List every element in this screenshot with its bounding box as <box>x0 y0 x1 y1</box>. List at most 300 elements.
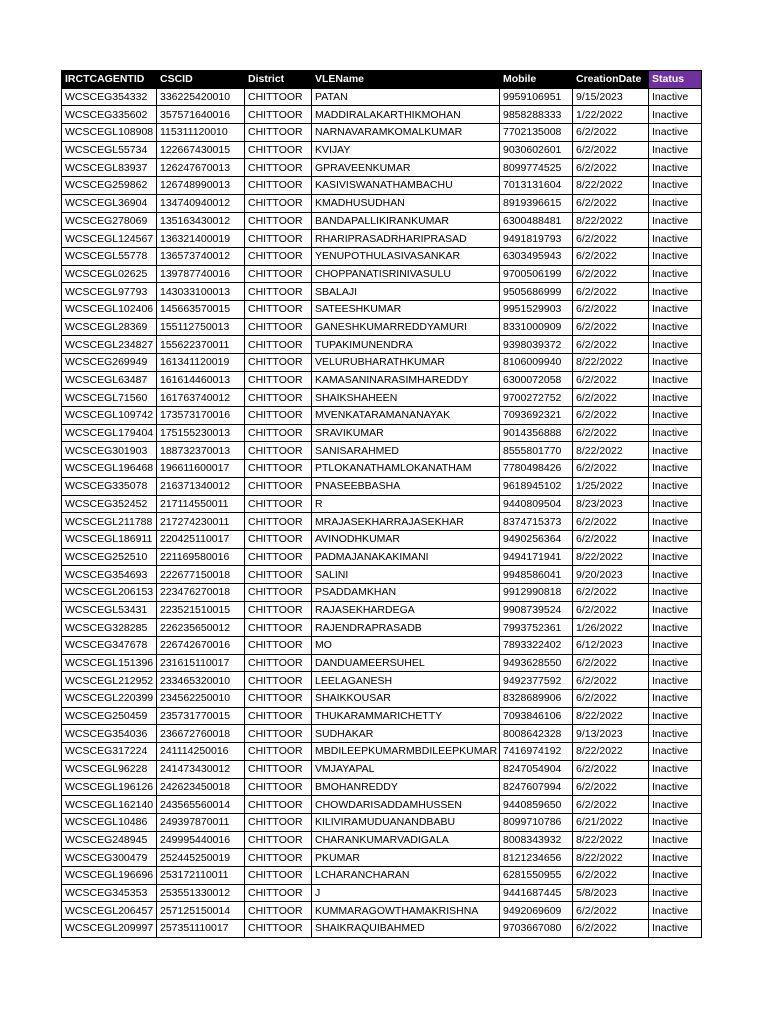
cell-irctcagentid[interactable]: WCSCEGL196126 <box>62 778 157 796</box>
cell-creationdate[interactable]: 1/25/2022 <box>573 477 649 495</box>
cell-vlename[interactable]: MVENKATARAMANANAYAK <box>312 407 500 425</box>
cell-vlename[interactable]: SRAVIKUMAR <box>312 424 500 442</box>
cell-vlename[interactable]: SHAIKSHAHEEN <box>312 389 500 407</box>
cell-creationdate[interactable]: 1/22/2022 <box>573 106 649 124</box>
cell-cscid[interactable]: 220425110017 <box>157 530 245 548</box>
cell-creationdate[interactable]: 6/2/2022 <box>573 424 649 442</box>
cell-status[interactable]: Inactive <box>649 141 702 159</box>
cell-district[interactable]: CHITTOOR <box>245 654 312 672</box>
cell-mobile[interactable]: 9493628550 <box>500 654 573 672</box>
cell-vlename[interactable]: AVINODHKUMAR <box>312 530 500 548</box>
cell-district[interactable]: CHITTOOR <box>245 831 312 849</box>
cell-status[interactable]: Inactive <box>649 247 702 265</box>
cell-status[interactable]: Inactive <box>649 601 702 619</box>
cell-vlename[interactable]: LEELAGANESH <box>312 672 500 690</box>
cell-cscid[interactable]: 241114250016 <box>157 743 245 761</box>
cell-status[interactable]: Inactive <box>649 389 702 407</box>
cell-status[interactable]: Inactive <box>649 124 702 142</box>
cell-mobile[interactable]: 9700506199 <box>500 265 573 283</box>
cell-mobile[interactable]: 7893322402 <box>500 637 573 655</box>
cell-district[interactable]: CHITTOOR <box>245 495 312 513</box>
cell-cscid[interactable]: 155112750013 <box>157 318 245 336</box>
cell-irctcagentid[interactable]: WCSCEG354693 <box>62 566 157 584</box>
cell-district[interactable]: CHITTOOR <box>245 389 312 407</box>
cell-mobile[interactable]: 9490256364 <box>500 530 573 548</box>
cell-vlename[interactable]: GANESHKUMARREDDYAMURI <box>312 318 500 336</box>
cell-irctcagentid[interactable]: WCSCEG352452 <box>62 495 157 513</box>
cell-vlename[interactable]: YENUPOTHULASIVASANKAR <box>312 247 500 265</box>
cell-status[interactable]: Inactive <box>649 707 702 725</box>
cell-creationdate[interactable]: 6/2/2022 <box>573 283 649 301</box>
cell-district[interactable]: CHITTOOR <box>245 849 312 867</box>
cell-cscid[interactable]: 136573740012 <box>157 247 245 265</box>
cell-irctcagentid[interactable]: WCSCEG328285 <box>62 619 157 637</box>
cell-mobile[interactable]: 9858288333 <box>500 106 573 124</box>
cell-mobile[interactable]: 7993752361 <box>500 619 573 637</box>
cell-mobile[interactable]: 9491819793 <box>500 230 573 248</box>
cell-mobile[interactable]: 9440809504 <box>500 495 573 513</box>
cell-creationdate[interactable]: 6/2/2022 <box>573 300 649 318</box>
cell-cscid[interactable]: 136321400019 <box>157 230 245 248</box>
cell-irctcagentid[interactable]: WCSCEGL28369 <box>62 318 157 336</box>
cell-mobile[interactable]: 8919396615 <box>500 194 573 212</box>
cell-irctcagentid[interactable]: WCSCEG354332 <box>62 88 157 106</box>
cell-status[interactable]: Inactive <box>649 194 702 212</box>
cell-status[interactable]: Inactive <box>649 672 702 690</box>
cell-district[interactable]: CHITTOOR <box>245 548 312 566</box>
header-status[interactable]: Status <box>649 71 702 89</box>
cell-creationdate[interactable]: 6/2/2022 <box>573 920 649 938</box>
cell-creationdate[interactable]: 8/22/2022 <box>573 548 649 566</box>
cell-status[interactable]: Inactive <box>649 637 702 655</box>
cell-status[interactable]: Inactive <box>649 690 702 708</box>
cell-creationdate[interactable]: 6/2/2022 <box>573 902 649 920</box>
cell-mobile[interactable]: 8008343932 <box>500 831 573 849</box>
cell-mobile[interactable]: 7702135008 <box>500 124 573 142</box>
cell-irctcagentid[interactable]: WCSCEGL55734 <box>62 141 157 159</box>
cell-cscid[interactable]: 336225420010 <box>157 88 245 106</box>
cell-district[interactable]: CHITTOOR <box>245 177 312 195</box>
cell-district[interactable]: CHITTOOR <box>245 318 312 336</box>
cell-cscid[interactable]: 234562250010 <box>157 690 245 708</box>
cell-vlename[interactable]: SBALAJI <box>312 283 500 301</box>
cell-district[interactable]: CHITTOOR <box>245 336 312 354</box>
cell-irctcagentid[interactable]: WCSCEGL209997 <box>62 920 157 938</box>
cell-creationdate[interactable]: 6/12/2023 <box>573 637 649 655</box>
cell-cscid[interactable]: 115311120010 <box>157 124 245 142</box>
cell-cscid[interactable]: 143033100013 <box>157 283 245 301</box>
cell-status[interactable]: Inactive <box>649 407 702 425</box>
cell-vlename[interactable]: PNASEEBBASHA <box>312 477 500 495</box>
cell-irctcagentid[interactable]: WCSCEGL55778 <box>62 247 157 265</box>
cell-mobile[interactable]: 9440859650 <box>500 796 573 814</box>
cell-vlename[interactable]: KVIJAY <box>312 141 500 159</box>
cell-mobile[interactable]: 8331000909 <box>500 318 573 336</box>
cell-irctcagentid[interactable]: WCSCEGL186911 <box>62 530 157 548</box>
cell-creationdate[interactable]: 6/2/2022 <box>573 796 649 814</box>
cell-cscid[interactable]: 236672760018 <box>157 725 245 743</box>
cell-irctcagentid[interactable]: WCSCEGL151396 <box>62 654 157 672</box>
cell-mobile[interactable]: 7416974192 <box>500 743 573 761</box>
cell-creationdate[interactable]: 6/2/2022 <box>573 247 649 265</box>
cell-cscid[interactable]: 161614460013 <box>157 371 245 389</box>
cell-vlename[interactable]: SUDHAKAR <box>312 725 500 743</box>
cell-status[interactable]: Inactive <box>649 336 702 354</box>
cell-cscid[interactable]: 235731770015 <box>157 707 245 725</box>
cell-mobile[interactable]: 9014356888 <box>500 424 573 442</box>
cell-district[interactable]: CHITTOOR <box>245 601 312 619</box>
cell-cscid[interactable]: 253172110011 <box>157 866 245 884</box>
cell-vlename[interactable]: PSADDAMKHAN <box>312 583 500 601</box>
cell-mobile[interactable]: 8555801770 <box>500 442 573 460</box>
cell-cscid[interactable]: 122667430015 <box>157 141 245 159</box>
cell-vlename[interactable]: R <box>312 495 500 513</box>
cell-creationdate[interactable]: 6/2/2022 <box>573 601 649 619</box>
cell-creationdate[interactable]: 6/2/2022 <box>573 460 649 478</box>
cell-cscid[interactable]: 175155230013 <box>157 424 245 442</box>
cell-district[interactable]: CHITTOOR <box>245 619 312 637</box>
cell-irctcagentid[interactable]: WCSCEG347678 <box>62 637 157 655</box>
cell-status[interactable]: Inactive <box>649 354 702 372</box>
cell-cscid[interactable]: 252445250019 <box>157 849 245 867</box>
cell-vlename[interactable]: RHARIPRASADRHARIPRASAD <box>312 230 500 248</box>
cell-mobile[interactable]: 6281550955 <box>500 866 573 884</box>
cell-cscid[interactable]: 216371340012 <box>157 477 245 495</box>
cell-irctcagentid[interactable]: WCSCEGL196468 <box>62 460 157 478</box>
cell-cscid[interactable]: 242623450018 <box>157 778 245 796</box>
cell-irctcagentid[interactable]: WCSCEG252510 <box>62 548 157 566</box>
cell-vlename[interactable]: PKUMAR <box>312 849 500 867</box>
cell-status[interactable]: Inactive <box>649 884 702 902</box>
cell-cscid[interactable]: 253551330012 <box>157 884 245 902</box>
cell-creationdate[interactable]: 8/22/2022 <box>573 831 649 849</box>
cell-district[interactable]: CHITTOOR <box>245 354 312 372</box>
cell-mobile[interactable]: 9492069609 <box>500 902 573 920</box>
cell-mobile[interactable]: 9951529903 <box>500 300 573 318</box>
cell-district[interactable]: CHITTOOR <box>245 141 312 159</box>
cell-irctcagentid[interactable]: WCSCEGL63487 <box>62 371 157 389</box>
cell-irctcagentid[interactable]: WCSCEGL211788 <box>62 513 157 531</box>
cell-irctcagentid[interactable]: WCSCEG301903 <box>62 442 157 460</box>
cell-status[interactable]: Inactive <box>649 212 702 230</box>
cell-district[interactable]: CHITTOOR <box>245 371 312 389</box>
cell-status[interactable]: Inactive <box>649 283 702 301</box>
cell-mobile[interactable]: 8121234656 <box>500 849 573 867</box>
cell-status[interactable]: Inactive <box>649 654 702 672</box>
cell-cscid[interactable]: 161341120019 <box>157 354 245 372</box>
cell-vlename[interactable]: KUMMARAGOWTHAMAKRISHNA <box>312 902 500 920</box>
cell-status[interactable]: Inactive <box>649 495 702 513</box>
cell-status[interactable]: Inactive <box>649 477 702 495</box>
cell-vlename[interactable]: SHAIKKOUSAR <box>312 690 500 708</box>
cell-irctcagentid[interactable]: WCSCEG278069 <box>62 212 157 230</box>
cell-vlename[interactable]: CHOWDARISADDAMHUSSEN <box>312 796 500 814</box>
cell-status[interactable]: Inactive <box>649 566 702 584</box>
cell-creationdate[interactable]: 6/2/2022 <box>573 141 649 159</box>
cell-creationdate[interactable]: 1/26/2022 <box>573 619 649 637</box>
cell-cscid[interactable]: 145663570015 <box>157 300 245 318</box>
cell-status[interactable]: Inactive <box>649 513 702 531</box>
cell-mobile[interactable]: 9494171941 <box>500 548 573 566</box>
cell-cscid[interactable]: 222677150018 <box>157 566 245 584</box>
cell-creationdate[interactable]: 6/2/2022 <box>573 672 649 690</box>
cell-irctcagentid[interactable]: WCSCEG354036 <box>62 725 157 743</box>
cell-vlename[interactable]: SHAIKRAQUIBAHMED <box>312 920 500 938</box>
cell-mobile[interactable]: 9912990818 <box>500 583 573 601</box>
cell-status[interactable]: Inactive <box>649 866 702 884</box>
cell-district[interactable]: CHITTOOR <box>245 583 312 601</box>
cell-vlename[interactable]: KAMASANINARASIMHAREDDY <box>312 371 500 389</box>
header-vlename[interactable]: VLEName <box>312 71 500 89</box>
cell-vlename[interactable]: LCHARANCHARAN <box>312 866 500 884</box>
cell-irctcagentid[interactable]: WCSCEG248945 <box>62 831 157 849</box>
cell-district[interactable]: CHITTOOR <box>245 212 312 230</box>
cell-district[interactable]: CHITTOOR <box>245 778 312 796</box>
cell-mobile[interactable]: 8106009940 <box>500 354 573 372</box>
cell-irctcagentid[interactable]: WCSCEGL196696 <box>62 866 157 884</box>
cell-district[interactable]: CHITTOOR <box>245 442 312 460</box>
cell-district[interactable]: CHITTOOR <box>245 566 312 584</box>
cell-cscid[interactable]: 357571640016 <box>157 106 245 124</box>
header-creationdate[interactable]: CreationDate <box>573 71 649 89</box>
cell-mobile[interactable]: 6300488481 <box>500 212 573 230</box>
cell-status[interactable]: Inactive <box>649 813 702 831</box>
cell-irctcagentid[interactable]: WCSCEGL83937 <box>62 159 157 177</box>
cell-cscid[interactable]: 126748990013 <box>157 177 245 195</box>
cell-cscid[interactable]: 257125150014 <box>157 902 245 920</box>
cell-district[interactable]: CHITTOOR <box>245 460 312 478</box>
cell-irctcagentid[interactable]: WCSCEGL97793 <box>62 283 157 301</box>
cell-vlename[interactable]: MRAJASEKHARRAJASEKHAR <box>312 513 500 531</box>
cell-vlename[interactable]: PADMAJANAKAKIMANI <box>312 548 500 566</box>
cell-district[interactable]: CHITTOOR <box>245 796 312 814</box>
header-irctcagentid[interactable]: IRCTCAGENTID <box>62 71 157 89</box>
cell-cscid[interactable]: 223476270018 <box>157 583 245 601</box>
cell-mobile[interactable]: 7013131604 <box>500 177 573 195</box>
cell-irctcagentid[interactable]: WCSCEGL212952 <box>62 672 157 690</box>
cell-vlename[interactable]: CHARANKUMARVADIGALA <box>312 831 500 849</box>
cell-irctcagentid[interactable]: WCSCEG345353 <box>62 884 157 902</box>
cell-cscid[interactable]: 217114550011 <box>157 495 245 513</box>
cell-mobile[interactable]: 8374715373 <box>500 513 573 531</box>
cell-creationdate[interactable]: 9/20/2023 <box>573 566 649 584</box>
header-mobile[interactable]: Mobile <box>500 71 573 89</box>
cell-irctcagentid[interactable]: WCSCEG259862 <box>62 177 157 195</box>
cell-creationdate[interactable]: 8/23/2023 <box>573 495 649 513</box>
cell-creationdate[interactable]: 6/2/2022 <box>573 760 649 778</box>
cell-status[interactable]: Inactive <box>649 106 702 124</box>
cell-irctcagentid[interactable]: WCSCEGL234827 <box>62 336 157 354</box>
cell-district[interactable]: CHITTOOR <box>245 530 312 548</box>
cell-district[interactable]: CHITTOOR <box>245 194 312 212</box>
cell-mobile[interactable]: 9948586041 <box>500 566 573 584</box>
cell-cscid[interactable]: 257351110017 <box>157 920 245 938</box>
cell-district[interactable]: CHITTOOR <box>245 813 312 831</box>
cell-mobile[interactable]: 9492377592 <box>500 672 573 690</box>
cell-irctcagentid[interactable]: WCSCEG269949 <box>62 354 157 372</box>
cell-cscid[interactable]: 249397870011 <box>157 813 245 831</box>
cell-mobile[interactable]: 9030602601 <box>500 141 573 159</box>
cell-mobile[interactable]: 6300072058 <box>500 371 573 389</box>
cell-irctcagentid[interactable]: WCSCEGL162140 <box>62 796 157 814</box>
header-cscid[interactable]: CSCID <box>157 71 245 89</box>
cell-mobile[interactable]: 9700272752 <box>500 389 573 407</box>
cell-creationdate[interactable]: 6/2/2022 <box>573 389 649 407</box>
cell-status[interactable]: Inactive <box>649 159 702 177</box>
cell-district[interactable]: CHITTOOR <box>245 902 312 920</box>
cell-vlename[interactable]: SANISARAHMED <box>312 442 500 460</box>
cell-cscid[interactable]: 233465320010 <box>157 672 245 690</box>
cell-status[interactable]: Inactive <box>649 778 702 796</box>
cell-district[interactable]: CHITTOOR <box>245 637 312 655</box>
cell-cscid[interactable]: 241473430012 <box>157 760 245 778</box>
cell-district[interactable]: CHITTOOR <box>245 88 312 106</box>
cell-cscid[interactable]: 196611600017 <box>157 460 245 478</box>
cell-vlename[interactable]: J <box>312 884 500 902</box>
cell-creationdate[interactable]: 6/2/2022 <box>573 265 649 283</box>
cell-mobile[interactable]: 7780498426 <box>500 460 573 478</box>
cell-cscid[interactable]: 161763740012 <box>157 389 245 407</box>
cell-irctcagentid[interactable]: WCSCEGL206153 <box>62 583 157 601</box>
cell-cscid[interactable]: 226742670016 <box>157 637 245 655</box>
cell-vlename[interactable]: PTLOKANATHAMLOKANATHAM <box>312 460 500 478</box>
cell-mobile[interactable]: 9703667080 <box>500 920 573 938</box>
cell-creationdate[interactable]: 8/22/2022 <box>573 707 649 725</box>
cell-status[interactable]: Inactive <box>649 530 702 548</box>
cell-irctcagentid[interactable]: WCSCEGL71560 <box>62 389 157 407</box>
cell-irctcagentid[interactable]: WCSCEGL108908 <box>62 124 157 142</box>
cell-creationdate[interactable]: 6/2/2022 <box>573 318 649 336</box>
cell-cscid[interactable]: 217274230011 <box>157 513 245 531</box>
cell-creationdate[interactable]: 6/21/2022 <box>573 813 649 831</box>
cell-mobile[interactable]: 8008642328 <box>500 725 573 743</box>
cell-vlename[interactable]: SALINI <box>312 566 500 584</box>
cell-creationdate[interactable]: 6/2/2022 <box>573 159 649 177</box>
cell-mobile[interactable]: 9441687445 <box>500 884 573 902</box>
cell-creationdate[interactable]: 6/2/2022 <box>573 407 649 425</box>
cell-district[interactable]: CHITTOOR <box>245 124 312 142</box>
cell-status[interactable]: Inactive <box>649 88 702 106</box>
cell-mobile[interactable]: 9398039372 <box>500 336 573 354</box>
cell-status[interactable]: Inactive <box>649 796 702 814</box>
cell-vlename[interactable]: RAJASEKHARDEGA <box>312 601 500 619</box>
cell-irctcagentid[interactable]: WCSCEGL53431 <box>62 601 157 619</box>
cell-irctcagentid[interactable]: WCSCEGL206457 <box>62 902 157 920</box>
cell-district[interactable]: CHITTOOR <box>245 725 312 743</box>
cell-vlename[interactable]: SATEESHKUMAR <box>312 300 500 318</box>
cell-status[interactable]: Inactive <box>649 902 702 920</box>
cell-cscid[interactable]: 155622370011 <box>157 336 245 354</box>
cell-creationdate[interactable]: 6/2/2022 <box>573 336 649 354</box>
cell-creationdate[interactable]: 9/15/2023 <box>573 88 649 106</box>
cell-district[interactable]: CHITTOOR <box>245 159 312 177</box>
cell-mobile[interactable]: 6303495943 <box>500 247 573 265</box>
cell-vlename[interactable]: KILIVIRAMUDUANANDBABU <box>312 813 500 831</box>
cell-creationdate[interactable]: 6/2/2022 <box>573 654 649 672</box>
cell-status[interactable]: Inactive <box>649 177 702 195</box>
cell-vlename[interactable]: KMADHUSUDHAN <box>312 194 500 212</box>
cell-creationdate[interactable]: 6/2/2022 <box>573 513 649 531</box>
cell-cscid[interactable]: 188732370013 <box>157 442 245 460</box>
cell-mobile[interactable]: 9505686999 <box>500 283 573 301</box>
cell-vlename[interactable]: CHOPPANATISRINIVASULU <box>312 265 500 283</box>
cell-status[interactable]: Inactive <box>649 442 702 460</box>
cell-creationdate[interactable]: 8/22/2022 <box>573 743 649 761</box>
cell-district[interactable]: CHITTOOR <box>245 884 312 902</box>
cell-status[interactable]: Inactive <box>649 583 702 601</box>
cell-district[interactable]: CHITTOOR <box>245 230 312 248</box>
cell-vlename[interactable]: NARNAVARAMKOMALKUMAR <box>312 124 500 142</box>
cell-district[interactable]: CHITTOOR <box>245 513 312 531</box>
cell-creationdate[interactable]: 6/2/2022 <box>573 690 649 708</box>
cell-vlename[interactable]: BANDAPALLIKIRANKUMAR <box>312 212 500 230</box>
cell-vlename[interactable]: GPRAVEENKUMAR <box>312 159 500 177</box>
cell-status[interactable]: Inactive <box>649 371 702 389</box>
cell-mobile[interactable]: 9959106951 <box>500 88 573 106</box>
cell-status[interactable]: Inactive <box>649 318 702 336</box>
cell-irctcagentid[interactable]: WCSCEGL102406 <box>62 300 157 318</box>
cell-irctcagentid[interactable]: WCSCEG300479 <box>62 849 157 867</box>
cell-irctcagentid[interactable]: WCSCEGL36904 <box>62 194 157 212</box>
cell-district[interactable]: CHITTOOR <box>245 866 312 884</box>
cell-cscid[interactable]: 135163430012 <box>157 212 245 230</box>
cell-vlename[interactable]: RAJENDRAPRASADB <box>312 619 500 637</box>
cell-cscid[interactable]: 223521510015 <box>157 601 245 619</box>
cell-mobile[interactable]: 7093846106 <box>500 707 573 725</box>
cell-creationdate[interactable]: 8/22/2022 <box>573 177 649 195</box>
cell-vlename[interactable]: KASIVISWANATHAMBACHU <box>312 177 500 195</box>
cell-cscid[interactable]: 221169580016 <box>157 548 245 566</box>
cell-district[interactable]: CHITTOOR <box>245 300 312 318</box>
cell-creationdate[interactable]: 8/22/2022 <box>573 442 649 460</box>
cell-vlename[interactable]: PATAN <box>312 88 500 106</box>
cell-cscid[interactable]: 134740940012 <box>157 194 245 212</box>
cell-district[interactable]: CHITTOOR <box>245 247 312 265</box>
cell-status[interactable]: Inactive <box>649 230 702 248</box>
cell-irctcagentid[interactable]: WCSCEGL124567 <box>62 230 157 248</box>
cell-creationdate[interactable]: 8/22/2022 <box>573 354 649 372</box>
cell-creationdate[interactable]: 6/2/2022 <box>573 230 649 248</box>
cell-district[interactable]: CHITTOOR <box>245 707 312 725</box>
cell-district[interactable]: CHITTOOR <box>245 690 312 708</box>
cell-creationdate[interactable]: 6/2/2022 <box>573 371 649 389</box>
cell-district[interactable]: CHITTOOR <box>245 920 312 938</box>
cell-irctcagentid[interactable]: WCSCEGL179404 <box>62 424 157 442</box>
cell-district[interactable]: CHITTOOR <box>245 265 312 283</box>
cell-irctcagentid[interactable]: WCSCEG250459 <box>62 707 157 725</box>
cell-creationdate[interactable]: 6/2/2022 <box>573 778 649 796</box>
cell-irctcagentid[interactable]: WCSCEGL02625 <box>62 265 157 283</box>
cell-status[interactable]: Inactive <box>649 300 702 318</box>
cell-status[interactable]: Inactive <box>649 265 702 283</box>
cell-cscid[interactable]: 243565560014 <box>157 796 245 814</box>
cell-creationdate[interactable]: 9/13/2023 <box>573 725 649 743</box>
cell-cscid[interactable]: 139787740016 <box>157 265 245 283</box>
cell-irctcagentid[interactable]: WCSCEG317224 <box>62 743 157 761</box>
cell-irctcagentid[interactable]: WCSCEG335078 <box>62 477 157 495</box>
cell-mobile[interactable]: 8247607994 <box>500 778 573 796</box>
cell-status[interactable]: Inactive <box>649 725 702 743</box>
cell-status[interactable]: Inactive <box>649 460 702 478</box>
cell-status[interactable]: Inactive <box>649 831 702 849</box>
cell-cscid[interactable]: 126247670013 <box>157 159 245 177</box>
cell-vlename[interactable]: MBDILEEPKUMARMBDILEEPKUMAR <box>312 743 500 761</box>
cell-status[interactable]: Inactive <box>649 619 702 637</box>
cell-mobile[interactable]: 9618945102 <box>500 477 573 495</box>
cell-vlename[interactable]: MADDIRALAKARTHIKMOHAN <box>312 106 500 124</box>
cell-vlename[interactable]: THUKARAMMARICHETTY <box>312 707 500 725</box>
cell-mobile[interactable]: 9908739524 <box>500 601 573 619</box>
